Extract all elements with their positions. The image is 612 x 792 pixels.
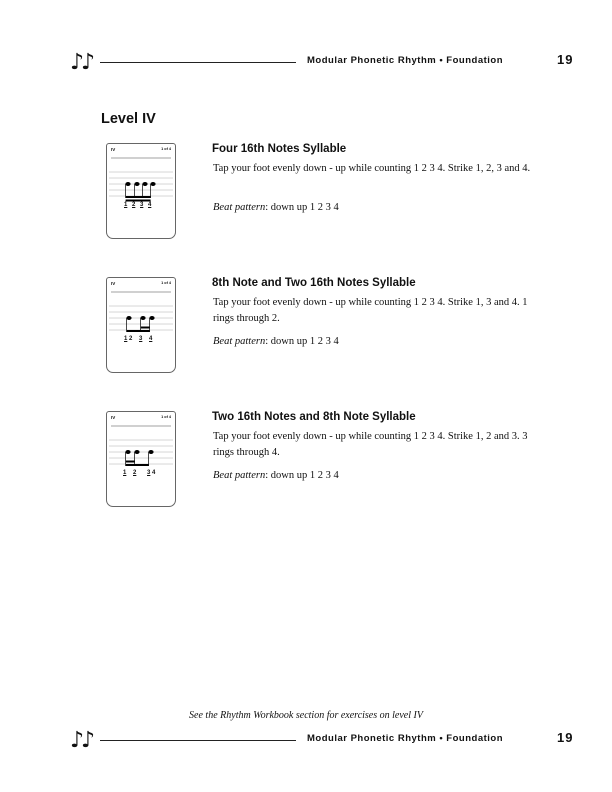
rhythm-entry-3 [106,411,576,511]
entry-title: Four 16th Notes Syllable [212,143,347,155]
page-footer [0,726,612,756]
count-3: 3 [140,202,144,208]
beat-pattern-label: Beat pattern [213,202,266,213]
notation-eighth-two-sixteenths [107,278,177,374]
count-1: 1 [124,336,128,342]
beat-pattern-label: Beat pattern [213,336,266,347]
beat-pattern [213,336,339,347]
rhythm-card-1 [106,143,176,239]
count-1: 1 [123,470,127,476]
rhythm-card-2 [106,277,176,373]
header-rule [100,62,296,63]
entry-description: Tap your foot evenly down - up while counting 1 2 3 4. Strike 1, 2, 3 and 4. [213,163,531,174]
count-3: 3 [139,336,143,342]
entry-description: Tap your foot evenly down - up while counting 1 2 3 4. Strike 1, 2 and 3. 3 rings through 4. [213,431,528,458]
running-title: Modular Phonetic Rhythm • Foundation [307,733,504,744]
count-2: 2 [132,202,136,208]
rhythm-card-3 [106,411,176,507]
count-4: 4 [149,336,153,342]
card-level: IV [111,281,116,286]
beat-pattern [213,202,339,213]
beat-pattern-value: : down up 1 2 3 4 [265,470,339,481]
count-1: 1 [124,202,128,208]
music-notes-logo-icon: ♪♪ [70,50,93,75]
count-3: 3 [147,470,151,476]
count-2: 2 [129,336,133,342]
card-level: IV [111,415,116,420]
notation-four-sixteenths [107,144,177,240]
card-count: 1 of 4 [161,147,171,151]
notation-two-sixteenths-eighth [107,412,177,508]
level-heading: Level IV [101,111,156,127]
card-level: IV [111,147,116,152]
entry-title: 8th Note and Two 16th Notes Syllable [212,277,416,289]
card-count: 1 of 4 [161,415,171,419]
footnote: See the Rhythm Workbook section for exercises on level IV [189,710,423,721]
count-4: 4 [152,470,156,476]
count-2: 2 [133,470,137,476]
count-4: 4 [148,202,152,208]
beat-pattern-value: : down up 1 2 3 4 [265,336,339,347]
page-header [0,48,612,78]
entry-description: Tap your foot evenly down - up while counting 1 2 3 4. Strike 1, 3 and 4. 1 rings through 2. [213,297,528,324]
page-number: 19 [557,730,574,745]
page-number: 19 [557,52,574,67]
footer-rule [100,740,296,741]
rhythm-entry-2 [106,277,576,377]
rhythm-entry-1 [106,143,576,243]
running-title: Modular Phonetic Rhythm • Foundation [307,55,504,66]
card-count: 1 of 4 [161,281,171,285]
beat-pattern-label: Beat pattern [213,470,266,481]
entry-title: Two 16th Notes and 8th Note Syllable [212,411,416,423]
beat-pattern [213,470,339,481]
beat-pattern-value: : down up 1 2 3 4 [265,202,339,213]
music-notes-logo-icon: ♪♪ [70,728,93,753]
